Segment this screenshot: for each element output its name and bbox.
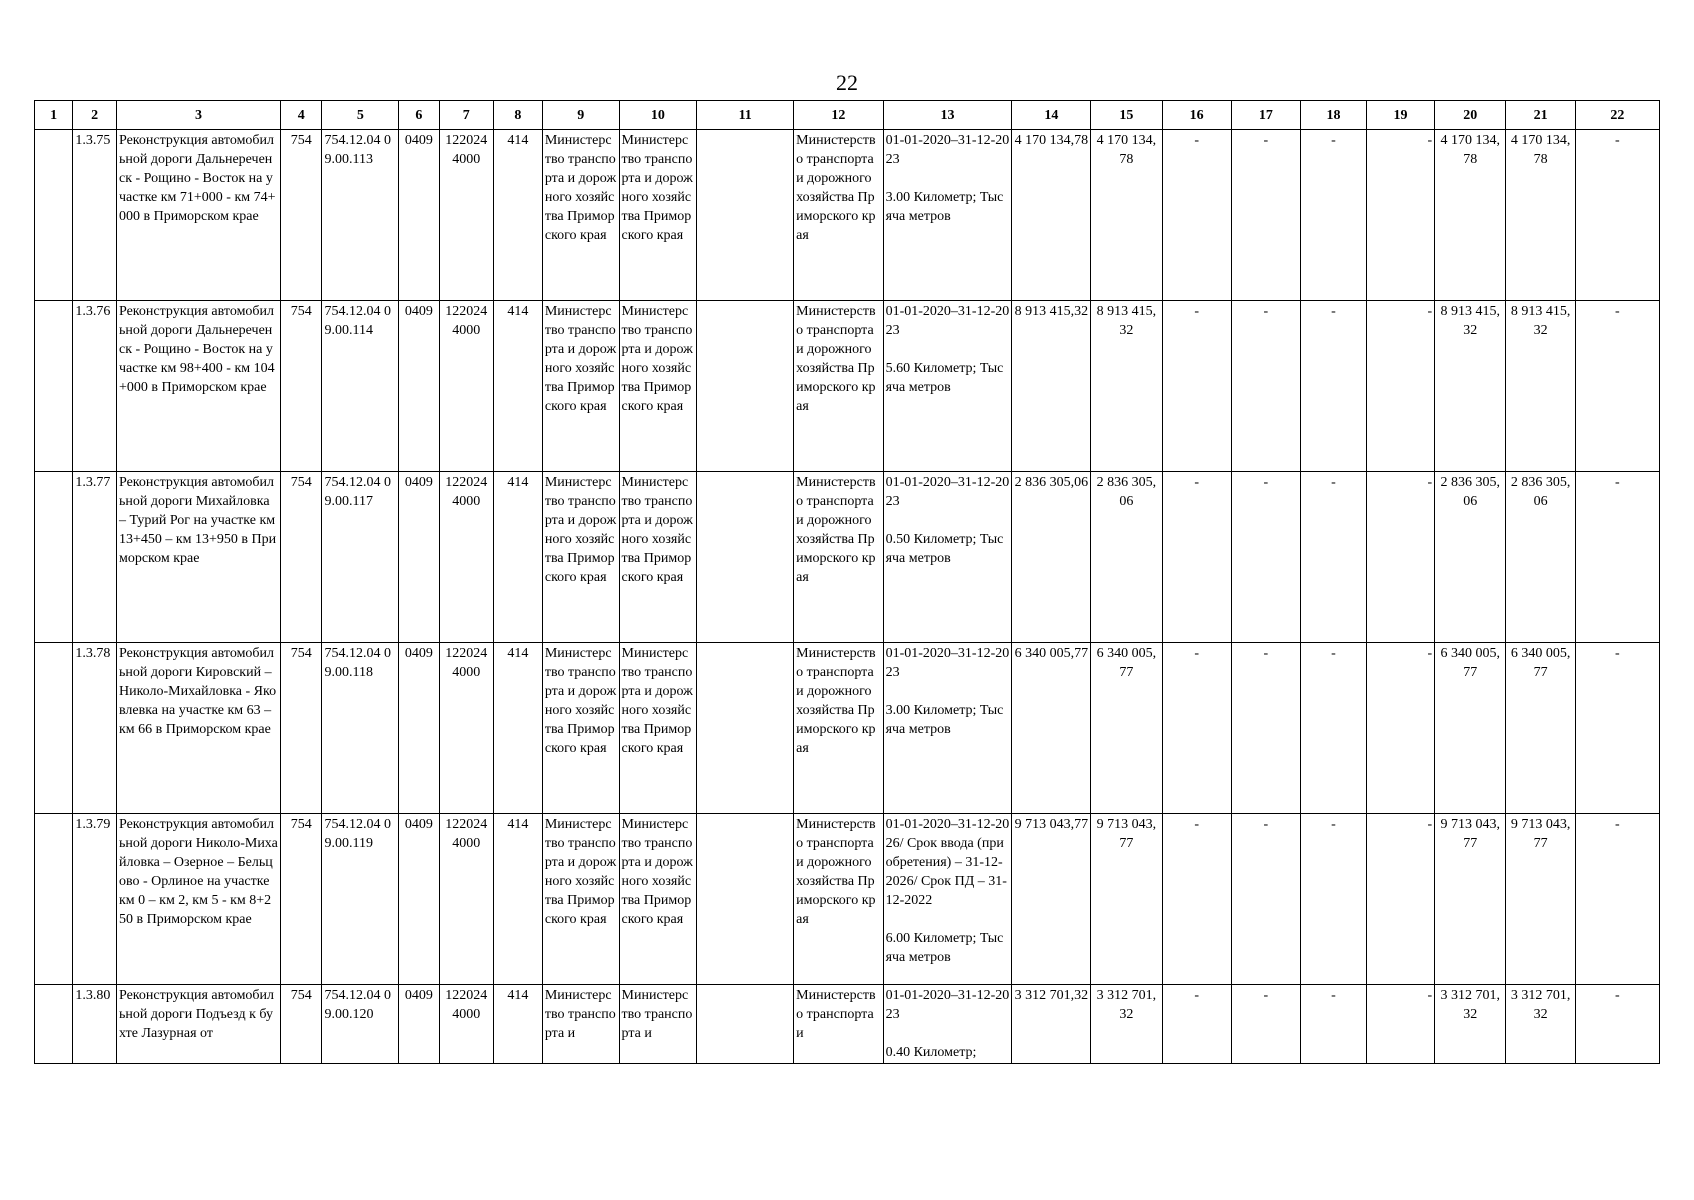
column-header: 5 [322,101,399,130]
cell-col18: - [1300,985,1366,1064]
cell-col13-dates: 01-01-2020–31-12-2023 [885,988,1010,1022]
cell-object-name: Реконструкция автомобильной дороги Дальнереченск - Рощино - Восток на участке км 71+000 - км 74+000 в Приморском крае [116,130,280,301]
cell-col5: 754.12.04 09.00.113 [322,130,399,301]
cell-col13-dates: 01-01-2020–31-12-2023 [885,475,1010,509]
cell-object-name: Реконструкция автомобильной дороги Дальнереченск - Рощино - Восток на участке км 98+400 - км 104+000 в Приморском крае [116,301,280,472]
cell-col15: 8 913 415,32 [1091,301,1162,472]
cell-object-name: Реконструкция автомобильной дороги Подъезд к бухте Лазурная от [116,985,280,1064]
cell-col5: 754.12.04 09.00.120 [322,985,399,1064]
cell-index [35,814,73,985]
cell-col18: - [1300,130,1366,301]
column-header: 15 [1091,101,1162,130]
cell-col4: 754 [280,301,322,472]
cell-col19: - [1366,301,1434,472]
cell-col21: 3 312 701,32 [1506,985,1575,1064]
column-header: 13 [883,101,1012,130]
cell-col14: 4 170 134,78 [1012,130,1091,301]
cell-col12: Министерство транспорта и [794,985,883,1064]
cell-col13-dates: 01-01-2020–31-12-2023 [885,133,1010,167]
column-header: 4 [280,101,322,130]
cell-col8: 414 [493,814,542,985]
cell-col9: Министерство транспорта и дорожного хозяйства Приморского края [542,643,619,814]
cell-col4: 754 [280,643,322,814]
cell-item-number: 1.3.75 [73,130,117,301]
table-row [35,985,1660,1064]
cell-col20: 8 913 415,32 [1435,301,1506,472]
cell-col19: - [1366,643,1434,814]
cell-col10: Министерство транспорта и дорожного хозяйства Приморского края [619,130,697,301]
cell-col10: Министерство транспорта и дорожного хозяйства Приморского края [619,301,697,472]
cell-object-name: Реконструкция автомобильной дороги Николо-Михайловка – Озерное – Бельцово - Орлиное на участке км 0 – км 2, км 5 - км 8+250 в Приморском крае [116,814,280,985]
cell-col14: 6 340 005,77 [1012,643,1091,814]
cell-col8: 414 [493,643,542,814]
cell-col5: 754.12.04 09.00.117 [322,472,399,643]
cell-col6: 0409 [399,301,439,472]
cell-col6: 0409 [399,472,439,643]
cell-col16: - [1162,130,1231,301]
cell-col7: 122024 4000 [439,985,493,1064]
cell-col4: 754 [280,814,322,985]
cell-col12: Министерство транспорта и дорожного хозяйства Приморского края [794,472,883,643]
cell-col16: - [1162,814,1231,985]
cell-col19: - [1366,814,1434,985]
cell-col5: 754.12.04 09.00.114 [322,301,399,472]
register-table [34,100,1660,1064]
cell-col16: - [1162,472,1231,643]
cell-col13-measure: 6.00 Километр; Тысяча метров [885,931,1004,965]
cell-col11 [697,643,794,814]
table-row [35,814,1660,985]
cell-col12: Министерство транспорта и дорожного хозяйства Приморского края [794,130,883,301]
cell-col21: 6 340 005,77 [1506,643,1575,814]
cell-col10: Министерство транспорта и дорожного хозяйства Приморского края [619,814,697,985]
cell-col22: - [1575,985,1659,1064]
cell-col14: 2 836 305,06 [1012,472,1091,643]
table-row [35,301,1660,472]
cell-col10: Министерство транспорта и [619,985,697,1064]
cell-item-number: 1.3.80 [73,985,117,1064]
cell-col22: - [1575,301,1659,472]
cell-col7: 122024 4000 [439,472,493,643]
cell-index [35,643,73,814]
cell-col8: 414 [493,301,542,472]
cell-col15: 6 340 005,77 [1091,643,1162,814]
cell-col16: - [1162,301,1231,472]
cell-col5: 754.12.04 09.00.118 [322,643,399,814]
cell-col18: - [1300,472,1366,643]
cell-item-number: 1.3.79 [73,814,117,985]
cell-col12: Министерство транспорта и дорожного хозяйства Приморского края [794,814,883,985]
cell-col17: - [1231,985,1300,1064]
cell-col17: - [1231,130,1300,301]
cell-col6: 0409 [399,985,439,1064]
cell-col4: 754 [280,130,322,301]
column-header: 16 [1162,101,1231,130]
cell-col20: 4 170 134,78 [1435,130,1506,301]
cell-item-number: 1.3.77 [73,472,117,643]
cell-col22: - [1575,130,1659,301]
cell-col10: Министерство транспорта и дорожного хозяйства Приморского края [619,472,697,643]
cell-index [35,472,73,643]
cell-item-number: 1.3.78 [73,643,117,814]
cell-col21: 4 170 134,78 [1506,130,1575,301]
column-header: 12 [794,101,883,130]
cell-col22: - [1575,814,1659,985]
column-header: 6 [399,101,439,130]
cell-object-name: Реконструкция автомобильной дороги Михайловка – Турий Рог на участке км 13+450 – км 13+950 в Приморском крае [116,472,280,643]
page-number: 22 [836,70,858,95]
cell-col22: - [1575,643,1659,814]
cell-col21: 8 913 415,32 [1506,301,1575,472]
column-header: 7 [439,101,493,130]
cell-col9: Министерство транспорта и дорожного хозяйства Приморского края [542,130,619,301]
column-header: 2 [73,101,117,130]
cell-col15: 3 312 701,32 [1091,985,1162,1064]
cell-col9: Министерство транспорта и дорожного хозяйства Приморского края [542,301,619,472]
column-header: 18 [1300,101,1366,130]
cell-col14: 3 312 701,32 [1012,985,1091,1064]
cell-col13-dates: 01-01-2020–31-12-2023 [885,304,1010,338]
cell-col15: 2 836 305,06 [1091,472,1162,643]
cell-col13-dates: 01-01-2020–31-12-2023 [885,646,1010,680]
cell-col20: 6 340 005,77 [1435,643,1506,814]
cell-col6: 0409 [399,643,439,814]
table-row [35,643,1660,814]
cell-index [35,301,73,472]
cell-col7: 122024 4000 [439,301,493,472]
cell-col13 [883,814,1012,985]
cell-col11 [697,985,794,1064]
cell-col18: - [1300,301,1366,472]
cell-col7: 122024 4000 [439,814,493,985]
cell-col14: 8 913 415,32 [1012,301,1091,472]
cell-item-number: 1.3.76 [73,301,117,472]
column-header: 21 [1506,101,1575,130]
cell-col17: - [1231,643,1300,814]
table-row [35,130,1660,301]
cell-col21: 2 836 305,06 [1506,472,1575,643]
cell-col7: 122024 4000 [439,643,493,814]
cell-col20: 2 836 305,06 [1435,472,1506,643]
cell-col16: - [1162,643,1231,814]
column-header: 1 [35,101,73,130]
cell-col20: 3 312 701,32 [1435,985,1506,1064]
cell-col4: 754 [280,472,322,643]
cell-col18: - [1300,643,1366,814]
column-header: 22 [1575,101,1659,130]
cell-col13-measure: 3.00 Километр; Тысяча метров [885,190,1004,224]
column-header: 17 [1231,101,1300,130]
cell-col17: - [1231,301,1300,472]
cell-col6: 0409 [399,814,439,985]
header-row [35,101,1660,130]
cell-col13-dates: 01-01-2020–31-12-2026/ Срок ввода (приобретения) – 31-12-2026/ Срок ПД – 31-12-2022 [885,817,1010,908]
cell-col13 [883,472,1012,643]
column-header: 3 [116,101,280,130]
cell-col14: 9 713 043,77 [1012,814,1091,985]
cell-col13-measure: 3.00 Километр; Тысяча метров [885,703,1004,737]
cell-col13-measure: 0.40 Километр; [885,1045,977,1060]
cell-col11 [697,472,794,643]
cell-col10: Министерство транспорта и дорожного хозяйства Приморского края [619,643,697,814]
cell-col9: Министерство транспорта и [542,985,619,1064]
column-header: 19 [1366,101,1434,130]
cell-col13 [883,985,1012,1064]
cell-index [35,130,73,301]
cell-col11 [697,814,794,985]
column-header: 8 [493,101,542,130]
cell-col12: Министерство транспорта и дорожного хозяйства Приморского края [794,643,883,814]
column-header: 20 [1435,101,1506,130]
cell-col13-measure: 0.50 Километр; Тысяча метров [885,532,1004,566]
cell-col9: Министерство транспорта и дорожного хозяйства Приморского края [542,814,619,985]
cell-col9: Министерство транспорта и дорожного хозяйства Приморского края [542,472,619,643]
cell-col13-measure: 5.60 Километр; Тысяча метров [885,361,1004,395]
cell-col11 [697,301,794,472]
cell-col4: 754 [280,985,322,1064]
cell-object-name: Реконструкция автомобильной дороги Кировский – Николо-Михайловка - Яковлевка на участке км 63 – км 66 в Приморском крае [116,643,280,814]
column-header: 14 [1012,101,1091,130]
table-row [35,472,1660,643]
cell-col15: 9 713 043,77 [1091,814,1162,985]
cell-col18: - [1300,814,1366,985]
cell-col5: 754.12.04 09.00.119 [322,814,399,985]
cell-col8: 414 [493,130,542,301]
cell-col13 [883,643,1012,814]
cell-col20: 9 713 043,77 [1435,814,1506,985]
cell-col17: - [1231,814,1300,985]
column-header: 10 [619,101,697,130]
cell-index [35,985,73,1064]
column-header: 11 [697,101,794,130]
cell-col11 [697,130,794,301]
cell-col19: - [1366,985,1434,1064]
cell-col15: 4 170 134,78 [1091,130,1162,301]
column-header: 9 [542,101,619,130]
cell-col8: 414 [493,472,542,643]
cell-col21: 9 713 043,77 [1506,814,1575,985]
cell-col6: 0409 [399,130,439,301]
cell-col22: - [1575,472,1659,643]
cell-col17: - [1231,472,1300,643]
cell-col13 [883,301,1012,472]
cell-col19: - [1366,472,1434,643]
cell-col12: Министерство транспорта и дорожного хозяйства Приморского края [794,301,883,472]
cell-col8: 414 [493,985,542,1064]
cell-col16: - [1162,985,1231,1064]
cell-col13 [883,130,1012,301]
cell-col7: 122024 4000 [439,130,493,301]
cell-col19: - [1366,130,1434,301]
